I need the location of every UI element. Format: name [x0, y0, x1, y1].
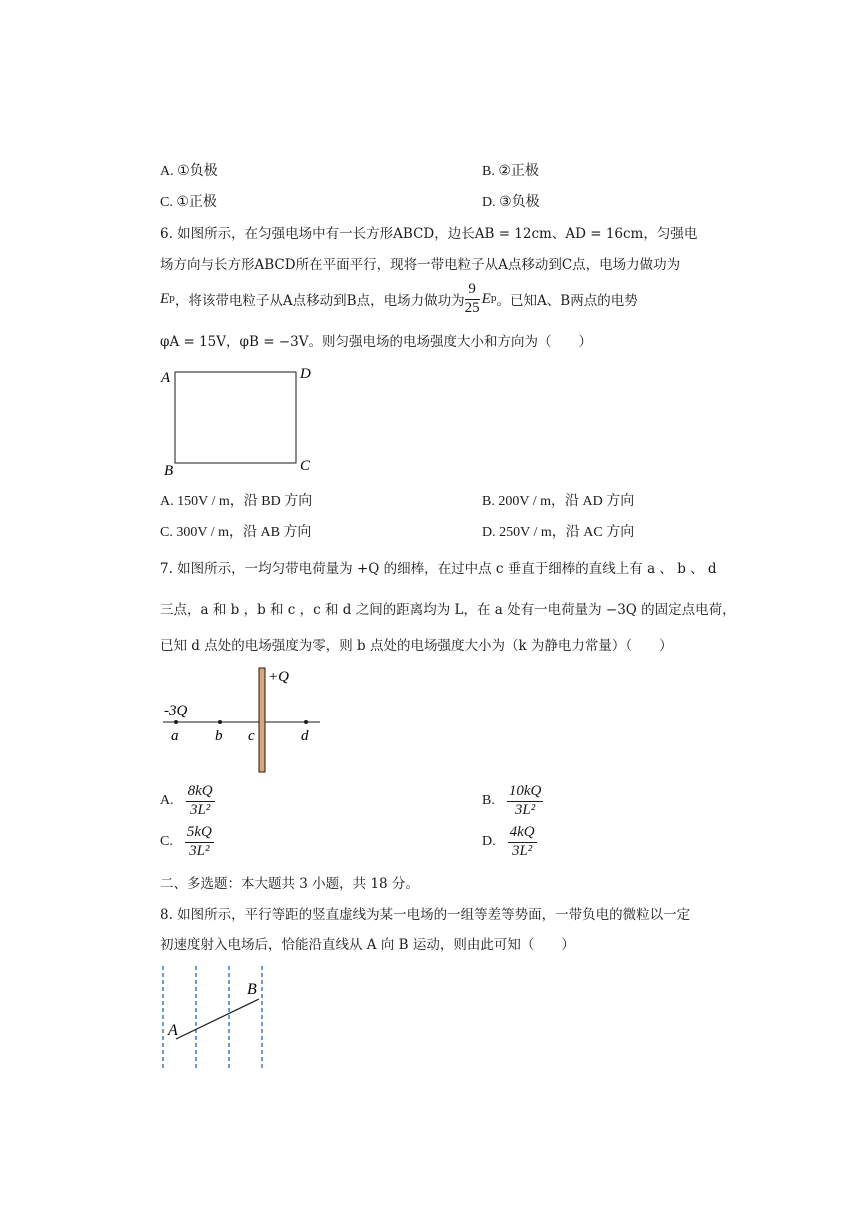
- q5-option-a: A. ①负极: [160, 164, 218, 179]
- q5-option-c: C. ①正极: [160, 195, 217, 210]
- q5-option-b: B. ②正极: [482, 164, 539, 179]
- option-letter: D.: [482, 834, 496, 850]
- q6-line-1: 6. 如图所示，在匀强电场中有一长方形ABCD，边长AB = 12cm、AD = 16cm，匀强电: [160, 226, 698, 242]
- fraction-numerator: 5kQ: [185, 825, 214, 843]
- fraction-numerator: 9: [465, 282, 480, 300]
- equipotential-figure: [155, 964, 275, 1072]
- option-letter: A.: [160, 793, 174, 809]
- point-d: [304, 720, 308, 724]
- label-b: b: [215, 728, 223, 744]
- q6-line-3: [160, 282, 638, 317]
- fraction-numerator: 10kQ: [507, 784, 544, 802]
- label-a: A: [168, 1022, 178, 1039]
- rectangle-abcd: [175, 372, 296, 463]
- label-d: d: [301, 728, 309, 744]
- label-c: C: [300, 458, 311, 474]
- label-b: B: [164, 463, 174, 478]
- label-b: B: [247, 981, 257, 998]
- q7-line-1: 7. 如图所示，一均匀带电荷量为 +Q 的细棒，在过中点 c 垂直于细棒的直线上有 a 、 b 、 d: [160, 561, 717, 577]
- q6-line-3-text: ，将该带电粒子从A点移动到B点，电场力做功为: [174, 293, 465, 310]
- fraction-denominator: 3L²: [511, 842, 533, 859]
- q7-option-d: [482, 825, 537, 860]
- fraction-numerator: 8kQ: [186, 784, 215, 802]
- label-c: c: [248, 728, 255, 744]
- fraction-denominator: 3L²: [189, 801, 211, 818]
- q8-line-1: 8. 如图所示，平行等距的竖直虚线为某一电场的一组等差等势面，一带负电的微粒以一定: [160, 907, 691, 923]
- option-fraction: [508, 825, 537, 860]
- q7-option-a: [160, 784, 215, 819]
- fraction-denominator: 25: [464, 299, 480, 316]
- point-b: [218, 720, 222, 724]
- rod-charge-label: +Q: [268, 669, 289, 685]
- trajectory-line: [176, 999, 259, 1039]
- option-fraction: [185, 825, 214, 860]
- option-fraction: [186, 784, 215, 819]
- q6-line-3-tail: 。已知A、B两点的电势: [496, 293, 638, 310]
- q6-line-2: 场方向与长方形ABCD所在平面平行，现将一带电粒子从A点移动到C点，电场力做功为: [160, 257, 681, 273]
- fraction-denominator: 3L²: [514, 801, 536, 818]
- fraction-denominator: 3L²: [189, 842, 210, 859]
- energy-subscript: p: [169, 294, 175, 305]
- q7-line-2: 三点，a 和 b ，b 和 c ，c 和 d 之间的距离均为 L，在 a 处有一电荷量为 −3Q 的固定点电荷，: [160, 602, 736, 618]
- q7-option-c: [160, 825, 214, 860]
- fraction-numerator: 4kQ: [508, 825, 537, 843]
- rectangle-abcd-figure: [160, 362, 320, 478]
- option-fraction: [507, 784, 544, 819]
- label-a: a: [171, 728, 179, 744]
- q7-option-b: [482, 784, 543, 819]
- option-letter: B.: [482, 793, 495, 809]
- energy-symbol: E: [160, 290, 170, 307]
- q6-option-d: D. 250V / m，沿 AC 方向: [482, 525, 635, 540]
- q7-line-3: 已知 d 点处的电场强度为零，则 b 点处的电场强度大小为（k 为静电力常量）（ ）: [160, 638, 673, 654]
- q6-option-c: C. 300V / m，沿 AB 方向: [160, 525, 312, 540]
- q8-line-2: 初速度射入电场后，恰能沿直线从 A 向 B 运动，则由此可知（ ）: [160, 937, 575, 953]
- energy-subscript-2: p: [490, 294, 497, 305]
- point-charge-label: -3Q: [164, 703, 188, 719]
- energy-symbol-2: E: [481, 290, 491, 307]
- q6-option-a: A. 150V / m，沿 BD 方向: [160, 494, 313, 509]
- q5-option-d: D. ③负极: [482, 195, 540, 210]
- option-letter: C.: [160, 834, 173, 850]
- point-a: [174, 720, 178, 724]
- q6-line-4: φA = 15V，φB = −3V。则匀强电场的电场强度大小和方向为（ ）: [160, 334, 592, 350]
- charged-rod-figure: [160, 664, 340, 776]
- label-d: D: [300, 366, 311, 382]
- charged-rod: [259, 668, 265, 772]
- fraction-9-25: [465, 282, 480, 317]
- q6-option-b: B. 200V / m，沿 AD 方向: [482, 494, 635, 509]
- section-2-heading: 二、多选题：本大题共 3 小题，共 18 分。: [160, 876, 419, 892]
- label-a: A: [161, 370, 171, 386]
